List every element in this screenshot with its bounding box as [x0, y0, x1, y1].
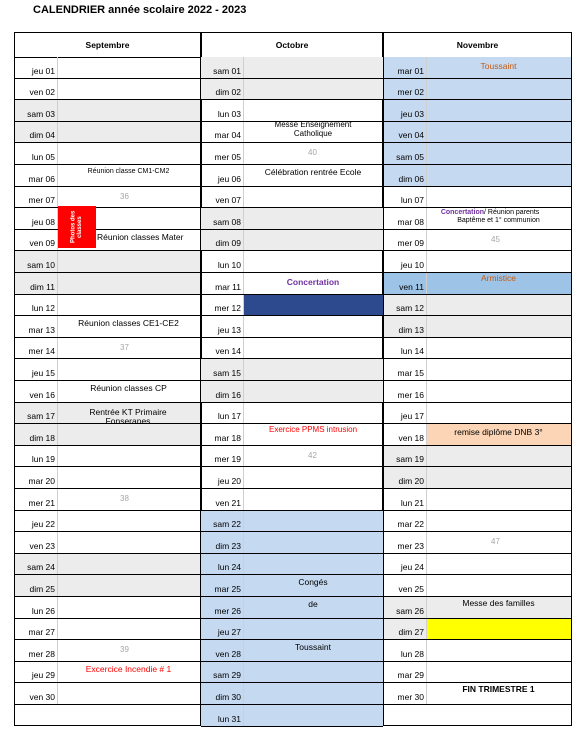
day-cell — [426, 143, 571, 164]
day-label: lun 14 — [400, 346, 424, 357]
day-row — [15, 554, 200, 576]
day-label: mer 16 — [397, 389, 424, 400]
day-label: mer 02 — [384, 79, 426, 100]
day-label: jeu 06 — [217, 173, 241, 184]
day-label: dim 20 — [384, 467, 426, 488]
day-label: sam 08 — [201, 208, 243, 229]
week-number: 36 — [120, 191, 129, 201]
day-label: sam 15 — [201, 359, 243, 380]
day-label: jeu 17 — [400, 411, 424, 422]
day-cell — [426, 359, 571, 380]
day-row — [384, 467, 571, 489]
day-label: mer 05 — [214, 151, 241, 162]
day-row — [201, 143, 383, 165]
day-label: dim 11 — [15, 273, 57, 294]
day-label: ven 02 — [29, 87, 55, 98]
day-label: mer 07 — [28, 195, 55, 206]
day-cell — [426, 338, 571, 359]
day-cell — [243, 251, 383, 272]
day-row — [384, 403, 571, 425]
day-label: lun 28 — [400, 648, 424, 659]
day-row — [384, 640, 571, 662]
day-cell — [426, 446, 571, 467]
day-cell — [57, 597, 200, 618]
day-label: mer 28 — [28, 648, 55, 659]
day-row — [201, 100, 383, 122]
event-label: Réunion classes CP — [90, 383, 167, 393]
day-cell — [426, 381, 571, 402]
event-label: Toussaint — [295, 642, 331, 653]
day-cell — [426, 640, 571, 661]
day-row — [15, 467, 200, 489]
day-label: dim 09 — [201, 230, 243, 251]
day-row — [15, 57, 200, 79]
day-cell — [243, 230, 383, 251]
day-row — [201, 79, 383, 101]
day-row — [384, 230, 571, 252]
day-label: ven 07 — [215, 195, 241, 206]
day-label: jeu 27 — [201, 619, 243, 640]
day-label: mer 09 — [397, 238, 424, 249]
day-row — [15, 143, 200, 165]
day-cell — [426, 619, 571, 640]
day-row — [201, 511, 383, 533]
day-cell — [243, 208, 383, 229]
day-label: sam 29 — [201, 662, 243, 683]
day-cell — [57, 467, 200, 488]
day-label: sam 17 — [15, 403, 57, 424]
day-cell — [57, 122, 200, 143]
event-label: Exercice PPMS intrusion — [268, 425, 358, 435]
day-row — [384, 295, 571, 317]
day-label: dim 18 — [15, 424, 57, 445]
day-label: jeu 20 — [217, 475, 241, 486]
day-label: lun 12 — [31, 303, 55, 314]
day-label: dim 13 — [384, 316, 426, 337]
day-row — [201, 554, 383, 576]
day-label: jeu 13 — [217, 324, 241, 335]
day-label: sam 10 — [15, 251, 57, 272]
day-label: jeu 22 — [31, 519, 55, 530]
day-row — [201, 532, 383, 554]
day-row — [201, 683, 383, 705]
day-cell — [57, 554, 200, 575]
day-label: jeu 03 — [384, 100, 426, 121]
event-label: / Réunion parents — [484, 209, 540, 217]
month-column-0 — [15, 33, 200, 725]
day-label: dim 23 — [201, 532, 243, 553]
day-row — [15, 532, 200, 554]
day-label: mer 12 — [214, 303, 241, 314]
day-label: jeu 15 — [31, 367, 55, 378]
page-title: CALENDRIER année scolaire 2022 - 2023 — [33, 4, 247, 16]
day-cell — [243, 316, 383, 337]
day-row — [15, 295, 200, 317]
month-header: Novembre — [384, 33, 571, 58]
day-label: ven 11 — [384, 273, 426, 294]
day-row — [15, 489, 200, 511]
day-cell — [243, 57, 383, 78]
day-row — [15, 122, 200, 144]
day-cell — [426, 79, 571, 100]
event-label: Armistice — [481, 273, 516, 283]
day-label: dim 27 — [384, 619, 426, 640]
day-cell — [243, 511, 383, 532]
day-cell — [243, 554, 383, 575]
day-row — [384, 338, 571, 360]
day-row — [201, 467, 383, 489]
day-cell — [243, 338, 383, 359]
day-row — [384, 554, 571, 576]
day-label: ven 25 — [398, 583, 424, 594]
day-row — [201, 338, 383, 360]
photo-badge: Photos des classes — [58, 206, 96, 248]
day-cell — [243, 295, 383, 316]
day-cell — [57, 683, 200, 704]
day-label: mar 29 — [397, 670, 424, 681]
day-label: mar 15 — [397, 367, 424, 378]
day-row — [384, 100, 571, 122]
day-cell — [426, 187, 571, 208]
day-row — [384, 532, 571, 554]
day-cell — [57, 295, 200, 316]
day-cell — [243, 359, 383, 380]
day-label: dim 02 — [201, 79, 243, 100]
day-row — [201, 619, 383, 641]
day-cell — [426, 467, 571, 488]
event-label: Baptême et 1° communion — [457, 217, 540, 225]
day-cell — [426, 316, 571, 337]
event-label: FIN TRIMESTRE 1 — [462, 684, 535, 695]
day-row — [15, 575, 200, 597]
day-cell — [243, 662, 383, 683]
day-row — [201, 316, 383, 338]
day-row — [15, 424, 200, 446]
day-label: ven 28 — [201, 640, 243, 661]
week-number: 42 — [308, 450, 317, 460]
day-label: lun 17 — [217, 411, 241, 422]
event-label: Réunion classes Mater — [97, 231, 184, 242]
day-row — [384, 251, 571, 273]
day-row — [201, 187, 383, 209]
day-cell — [57, 532, 200, 553]
day-cell — [57, 57, 200, 78]
month-header: Octobre — [201, 33, 383, 58]
day-label: mar 04 — [214, 130, 241, 141]
event-label: Messe des familles — [462, 598, 535, 608]
day-label: ven 04 — [384, 122, 426, 143]
day-cell — [243, 532, 383, 553]
day-cell — [57, 575, 200, 596]
day-row — [15, 187, 200, 209]
day-label: sam 26 — [384, 597, 426, 618]
day-row — [15, 640, 200, 662]
day-label: lun 24 — [201, 554, 243, 575]
day-row — [384, 446, 571, 468]
day-cell — [426, 489, 571, 510]
day-cell — [57, 273, 200, 294]
day-cell — [243, 100, 383, 121]
day-label: jeu 01 — [31, 65, 55, 76]
day-row — [384, 359, 571, 381]
day-label: sam 19 — [384, 446, 426, 467]
day-cell — [426, 295, 571, 316]
day-row — [384, 122, 571, 144]
day-label: mar 06 — [28, 173, 55, 184]
day-cell — [57, 446, 200, 467]
day-cell — [243, 79, 383, 100]
day-cell — [57, 79, 200, 100]
day-cell — [243, 705, 383, 726]
event-label: Réunion classes CE1-CE2 — [78, 318, 179, 329]
day-cell — [57, 511, 200, 532]
day-row — [384, 511, 571, 533]
day-label: ven 14 — [215, 346, 241, 357]
day-cell — [426, 662, 571, 683]
day-cell — [243, 489, 383, 510]
day-row — [201, 208, 383, 230]
event-label: Messe Enseignement Catholique — [274, 119, 352, 138]
day-row — [201, 230, 383, 252]
day-label: dim 25 — [15, 575, 57, 596]
week-number: 39 — [120, 645, 129, 655]
day-row — [201, 295, 383, 317]
event-label: Concertation — [286, 277, 340, 287]
day-label: jeu 24 — [400, 562, 424, 573]
week-number: 45 — [491, 234, 500, 244]
day-label: mar 01 — [384, 57, 426, 78]
day-row — [201, 446, 383, 468]
day-label: mer 30 — [397, 691, 424, 702]
day-row — [15, 359, 200, 381]
day-row — [15, 619, 200, 641]
day-cell — [426, 554, 571, 575]
day-row — [384, 143, 571, 165]
day-row — [15, 597, 200, 619]
day-label: mer 19 — [214, 454, 241, 465]
day-cell — [243, 381, 383, 402]
day-row — [384, 165, 571, 187]
day-label: lun 26 — [31, 605, 55, 616]
day-cell — [57, 619, 200, 640]
day-label: mer 21 — [28, 497, 55, 508]
day-row — [15, 79, 200, 101]
event-label: remise diplôme DNB 3° — [454, 427, 543, 438]
day-row — [384, 187, 571, 209]
day-row — [384, 489, 571, 511]
month-column-2 — [384, 33, 571, 725]
day-row — [384, 619, 571, 641]
day-label: mar 18 — [214, 432, 241, 443]
day-label: ven 30 — [29, 691, 55, 702]
day-label: mar 25 — [201, 575, 243, 596]
day-label: ven 16 — [29, 389, 55, 400]
day-label: lun 07 — [400, 195, 424, 206]
event-label: Rentrée KT Primaire Fonseranes — [89, 406, 167, 427]
day-label: sam 24 — [15, 554, 57, 575]
day-cell — [426, 165, 571, 186]
day-cell — [57, 100, 200, 121]
week-number: 38 — [120, 494, 129, 503]
day-label: jeu 10 — [400, 259, 424, 270]
day-label: mar 13 — [28, 324, 55, 335]
day-cell — [57, 143, 200, 164]
day-label: jeu 08 — [31, 216, 55, 227]
day-cell — [426, 575, 571, 596]
day-row — [15, 511, 200, 533]
day-label: lun 10 — [217, 259, 241, 270]
day-row — [201, 662, 383, 684]
day-label: lun 21 — [400, 497, 424, 508]
day-cell — [243, 619, 383, 640]
day-row — [15, 273, 200, 295]
day-label: sam 03 — [15, 100, 57, 121]
event-label: Toussaint — [480, 61, 517, 71]
event-label: Congés — [298, 577, 328, 588]
day-row — [15, 208, 200, 230]
day-row — [384, 316, 571, 338]
week-number: 37 — [120, 342, 129, 352]
event-label: Célébration rentrée Ecole — [264, 167, 362, 177]
day-row — [201, 705, 383, 727]
day-label: mar 22 — [397, 519, 424, 530]
day-label: lun 19 — [31, 454, 55, 465]
day-label: sam 12 — [384, 295, 426, 316]
day-label: sam 01 — [201, 57, 243, 78]
day-label: sam 22 — [201, 511, 243, 532]
calendar-table — [14, 32, 572, 726]
day-row — [15, 446, 200, 468]
day-row — [15, 683, 200, 705]
day-label: lun 05 — [31, 151, 55, 162]
day-cell — [243, 467, 383, 488]
day-row — [201, 489, 383, 511]
day-cell — [243, 187, 383, 208]
day-row — [384, 662, 571, 684]
day-row — [201, 57, 383, 79]
day-cell — [243, 683, 383, 704]
day-label: dim 06 — [384, 165, 426, 186]
day-cell — [426, 251, 571, 272]
day-label: ven 18 — [398, 432, 424, 443]
day-label: dim 16 — [201, 381, 243, 402]
day-row — [15, 251, 200, 273]
day-row — [15, 338, 200, 360]
day-label: lun 31 — [201, 705, 243, 726]
day-row — [15, 100, 200, 122]
week-number: 47 — [491, 537, 500, 547]
event-label: Concertation — [440, 209, 484, 217]
event-label: Excercice Incendie # 1 — [85, 663, 172, 674]
day-label: ven 21 — [215, 497, 241, 508]
day-label: ven 09 — [29, 238, 55, 249]
day-cell — [57, 251, 200, 272]
week-number: 40 — [308, 148, 317, 158]
day-label: dim 04 — [15, 122, 57, 143]
day-cell — [426, 122, 571, 143]
day-cell — [426, 100, 571, 121]
event-label: de — [308, 599, 318, 609]
day-label: jeu 29 — [31, 670, 55, 681]
day-row — [201, 381, 383, 403]
day-label: mer 14 — [28, 346, 55, 357]
day-label: ven 23 — [29, 540, 55, 551]
day-label: mer 26 — [201, 597, 243, 618]
day-cell — [57, 359, 200, 380]
day-label: mer 23 — [397, 540, 424, 551]
day-row — [384, 575, 571, 597]
day-row — [201, 251, 383, 273]
day-label: mar 27 — [28, 627, 55, 638]
day-row — [201, 403, 383, 425]
day-row — [384, 79, 571, 101]
day-row — [384, 381, 571, 403]
day-label: lun 03 — [217, 108, 241, 119]
day-label: mar 08 — [397, 216, 424, 227]
day-label: dim 30 — [201, 683, 243, 704]
day-label: sam 05 — [384, 143, 426, 164]
event-label: Réunion classe CM1-CM2 — [87, 168, 170, 175]
day-cell — [243, 403, 383, 424]
day-label: mar 20 — [28, 475, 55, 486]
month-header: Septembre — [15, 33, 200, 58]
day-row — [201, 359, 383, 381]
day-cell — [57, 424, 200, 445]
day-cell — [426, 511, 571, 532]
day-label: mar 11 — [215, 281, 241, 292]
day-cell — [426, 403, 571, 424]
